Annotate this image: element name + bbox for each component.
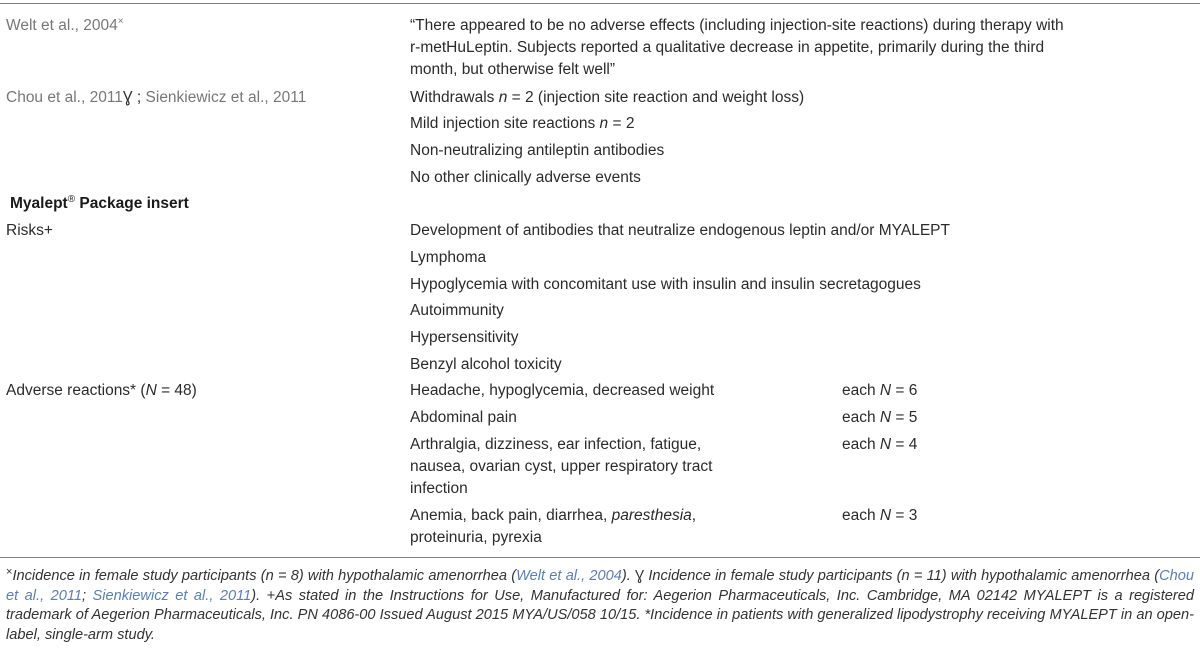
adverse-item-1: Headache, hypoglycemia, decreased weight	[410, 382, 715, 399]
footnote-mark: +	[266, 587, 276, 604]
table-footnote	[6, 563, 1194, 645]
table-top-rule	[0, 3, 1200, 4]
source-welt-mark: ×	[117, 16, 124, 27]
chou-effect-4: No other clinically adverse events	[410, 169, 641, 186]
source-sep: ;	[132, 89, 146, 106]
count-text: each	[842, 436, 880, 453]
effect-var: n	[498, 89, 508, 106]
footnote-text: ).	[621, 568, 636, 584]
count-text: each	[842, 507, 880, 524]
source-chou	[6, 87, 306, 109]
risk-item: Development of antibodies that neutralize endogenous leptin and/or MYALEPT	[410, 222, 950, 239]
footnote-mark: ×	[6, 566, 13, 578]
count-text: each	[842, 409, 880, 426]
count-var: N	[879, 409, 892, 426]
footnote-text: As stated in the Instructions for Use, Manufactured for: Aegerion Pharmaceuticals, Inc. Cambridge, MA 02142 MYALEPT is a registered trademark of Aegerion Pharmaceuticals, Inc. PN 4086-00 Issued August 2015 MYA/US/058 10/15. *Incidence in patients with generalized lipodystrophy receiving MYALEPT in an open-label, single-arm study.	[6, 587, 1194, 643]
welt-quote-line-3: month, but otherwise felt well”	[410, 61, 616, 78]
adverse-count-3	[842, 434, 917, 456]
effect-text-post: = 2 (injection site reaction and weight loss)	[507, 89, 805, 106]
count-value: = 3	[891, 507, 918, 524]
welt-quote-line-1: “There appeared to be no adverse effects (including injection-site reactions) during therapy with	[410, 17, 1064, 34]
source-chou-link[interactable]: Chou et al., 2011	[6, 89, 123, 106]
footnote-text: Incidence in female study participants (n = 11) with hypothalamic amenorrhea (	[644, 568, 1160, 584]
risk-item: Lymphoma	[410, 249, 487, 266]
adverse-count-1	[842, 380, 917, 402]
count-var: N	[879, 436, 892, 453]
risk-item: Hypersensitivity	[410, 329, 519, 346]
heading-text-rest: Package insert	[75, 195, 189, 212]
footnote-text: Incidence in female study participants (n = 8) with hypothalamic amenorrhea (	[12, 568, 517, 584]
effect-var: n	[599, 115, 609, 132]
risk-item: Benzyl alcohol toxicity	[410, 356, 562, 373]
welt-quote-line-2: r-metHuLeptin. Subjects reported a qualitative decrease in appetite, primarily during the third	[410, 39, 1045, 56]
adverse-item-4-line-2: proteinuria, pyrexia	[410, 529, 542, 546]
source-chou-mark: Ɣ	[122, 89, 133, 106]
registered-mark: ®	[67, 194, 76, 205]
adverse-item-2: Abdominal pain	[410, 409, 517, 426]
count-text: each	[842, 382, 880, 399]
chou-effect-3: Non-neutralizing antileptin antibodies	[410, 142, 665, 159]
adverse-label	[6, 380, 197, 402]
footnote-link-sienkiewicz[interactable]: Sienkiewicz et al., 2011	[92, 587, 252, 604]
effect-text: Mild injection site reactions	[410, 115, 600, 132]
source-sienkiewicz-link[interactable]: Sienkiewicz et al., 2011	[145, 89, 307, 106]
footnote-text: ).	[251, 587, 267, 604]
footnote-mark: Ɣ	[635, 568, 645, 584]
count-value: = 6	[891, 382, 918, 399]
risks-label: Risks+	[6, 222, 53, 239]
item-text: Anemia, back pain, diarrhea,	[410, 507, 612, 524]
count-var: N	[879, 382, 892, 399]
adverse-item-4	[410, 505, 696, 527]
adverse-count-4	[842, 505, 917, 527]
label-text-post: = 48)	[156, 382, 197, 399]
footnote-link-welt[interactable]: Welt et al., 2004	[516, 568, 622, 584]
count-value: = 5	[891, 409, 918, 426]
risk-item: Hypoglycemia with concomitant use with insulin and insulin secretagogues	[410, 276, 921, 293]
label-text: Adverse reactions* (	[6, 382, 146, 399]
chou-effect-2	[410, 113, 634, 135]
effect-text: Withdrawals	[410, 89, 499, 106]
table-bottom-rule	[0, 557, 1200, 558]
myalept-section-heading	[10, 193, 189, 215]
label-var: N	[145, 382, 157, 399]
chou-effect-1	[410, 87, 804, 109]
heading-text: Myalept	[10, 195, 68, 212]
source-welt[interactable]	[6, 15, 124, 37]
source-welt-text[interactable]: Welt et al., 2004	[6, 17, 118, 34]
item-italic: paresthesia	[611, 507, 692, 524]
effect-text-post: = 2	[608, 115, 635, 132]
adverse-count-2	[842, 407, 917, 429]
risk-item: Autoimmunity	[410, 302, 504, 319]
adverse-item-3: Arthralgia, dizziness, ear infection, fatigue, nausea, ovarian cyst, upper respiratory tract infection	[410, 436, 713, 497]
footnote-text: ;	[82, 587, 93, 604]
count-value: = 4	[891, 436, 918, 453]
count-var: N	[879, 507, 892, 524]
footnote-link-chou[interactable]: Chou et al., 2011	[6, 568, 1194, 604]
item-text-post: ,	[691, 507, 697, 524]
